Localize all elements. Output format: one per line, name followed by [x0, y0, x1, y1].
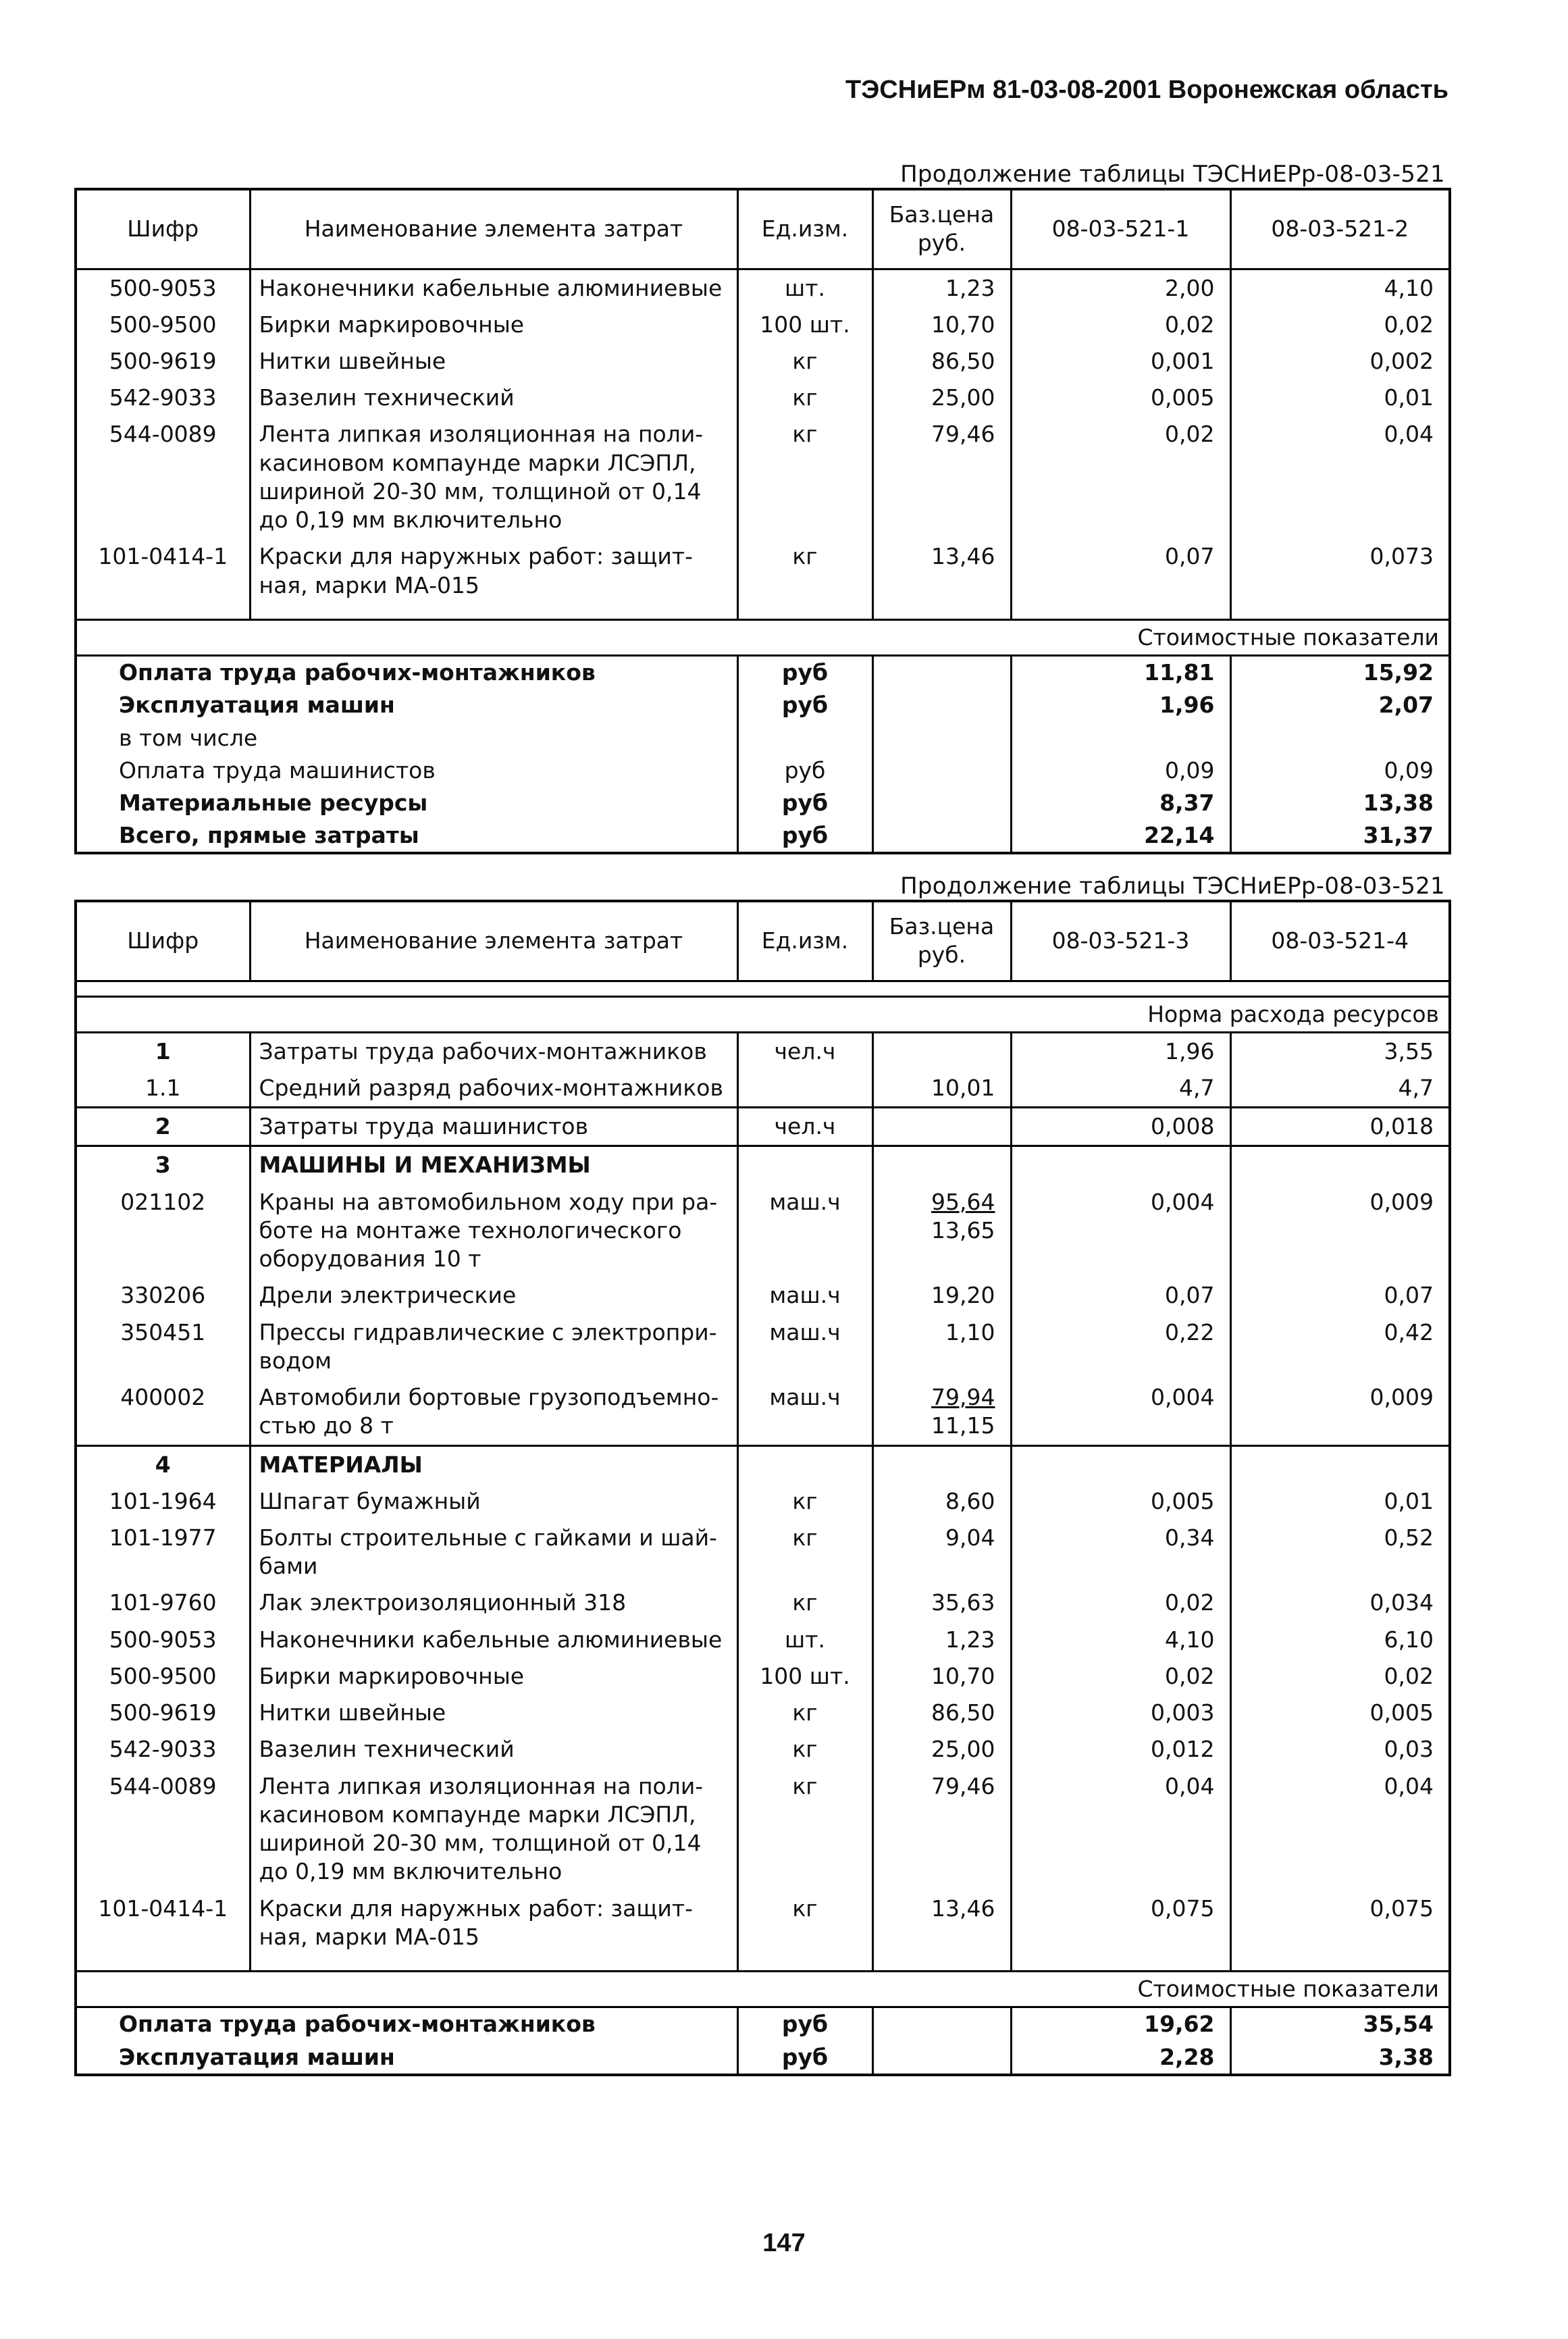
- row-code: 542-9033: [76, 1731, 250, 1768]
- price-value: 10,70: [931, 1662, 995, 1689]
- price-value: 95,64: [931, 1188, 995, 1215]
- row-value-a: 0,005: [1011, 1483, 1230, 1520]
- summary-unit: руб: [737, 656, 872, 690]
- table1-caption: Продолжение таблицы ТЭСНиЕРр-08-03-521: [900, 161, 1445, 188]
- price-value: 25,00: [931, 384, 995, 411]
- row-name: Средний разряд рабочих-монтажников: [250, 1070, 737, 1108]
- summary-row: [76, 819, 1450, 853]
- row-value-b: 0,02: [1230, 1658, 1450, 1695]
- row-value-b: 0,52: [1230, 1520, 1450, 1585]
- col-header-name: Наименование элемента затрат: [250, 189, 737, 269]
- price-value: 79,46: [931, 421, 995, 448]
- table-row: [76, 1695, 1450, 1731]
- col-header-b: 08-03-521-4: [1230, 901, 1450, 981]
- row-unit: [737, 1070, 872, 1108]
- summary-value-b: 2,07: [1230, 689, 1450, 721]
- spacer-cell: [250, 1955, 737, 1972]
- table-row: [76, 1379, 1450, 1445]
- row-value-b: 0,073: [1230, 538, 1450, 603]
- row-value-b: 0,005: [1230, 1695, 1450, 1731]
- row-value-a: [1011, 1445, 1230, 1483]
- summary-row: [76, 2007, 1450, 2041]
- row-name: Лак электроизоляционный 318: [250, 1585, 737, 1621]
- spacer-cell: [1011, 1955, 1230, 1972]
- row-name: Болты строительные с гайками и шай-бами: [250, 1520, 737, 1585]
- summary-value-b: [1230, 722, 1450, 754]
- row-price: [872, 416, 1011, 538]
- row-unit: маш.ч: [737, 1314, 872, 1379]
- row-name: Наконечники кабельные алюминиевые: [250, 269, 737, 307]
- row-value-a: 0,004: [1011, 1184, 1230, 1278]
- row-price: [872, 1108, 1011, 1146]
- row-price: [872, 1768, 1011, 1891]
- price-value: 25,00: [931, 1736, 995, 1763]
- col-header-unit: Ед.изм.: [737, 901, 872, 981]
- row-value-a: 4,10: [1011, 1622, 1230, 1658]
- row-code: 500-9053: [76, 269, 250, 307]
- price-value: 86,50: [931, 1699, 995, 1726]
- row-price: [872, 1070, 1011, 1108]
- row-value-a: 0,003: [1011, 1695, 1230, 1731]
- spacer-cell: [872, 1955, 1011, 1972]
- price-value: 79,46: [931, 1772, 995, 1799]
- row-name: Шпагат бумажный: [250, 1483, 737, 1520]
- row-value-a: 0,02: [1011, 1585, 1230, 1621]
- price-value: 1,23: [945, 1626, 995, 1653]
- row-unit: шт.: [737, 1622, 872, 1658]
- row-code: 101-1964: [76, 1483, 250, 1520]
- table-row: [76, 416, 1450, 538]
- row-value-b: 6,10: [1230, 1622, 1450, 1658]
- row-code: 1: [76, 1032, 250, 1070]
- norm-title: Норма расхода ресурсов: [76, 996, 1450, 1032]
- summary-label: Эксплуатация машин: [76, 2041, 737, 2075]
- summary-value-b: 35,54: [1230, 2007, 1450, 2041]
- table-row: [76, 1483, 1450, 1520]
- row-value-b: 0,018: [1230, 1108, 1450, 1146]
- row-value-a: 0,02: [1011, 1658, 1230, 1695]
- row-value-b: [1230, 1146, 1450, 1184]
- row-value-b: [1230, 1445, 1450, 1483]
- table-row: [76, 1768, 1450, 1891]
- row-code: 101-0414-1: [76, 538, 250, 603]
- row-unit: кг: [737, 380, 872, 416]
- row-value-a: 2,00: [1011, 269, 1230, 307]
- price-value: 9,04: [945, 1524, 995, 1551]
- row-code: 500-9500: [76, 307, 250, 343]
- row-name: Затраты труда машинистов: [250, 1108, 737, 1146]
- row-value-b: 0,075: [1230, 1891, 1450, 1955]
- row-price: [872, 1032, 1011, 1070]
- summary-label: Материальные ресурсы: [76, 787, 737, 819]
- summary-label: Всего, прямые затраты: [76, 819, 737, 853]
- row-value-a: 0,07: [1011, 538, 1230, 603]
- summary-value-b: 0,09: [1230, 754, 1450, 787]
- row-value-b: 0,42: [1230, 1314, 1450, 1379]
- summary-value-a: 0,09: [1011, 754, 1230, 787]
- row-unit: кг: [737, 416, 872, 538]
- row-name: Затраты труда рабочих-монтажников: [250, 1032, 737, 1070]
- row-price: [872, 1314, 1011, 1379]
- price-value: 79,94: [931, 1384, 995, 1411]
- row-code: 500-9619: [76, 1695, 250, 1731]
- row-value-a: 0,008: [1011, 1108, 1230, 1146]
- spacer-cell: [76, 604, 250, 620]
- summary-value-a: 22,14: [1011, 819, 1230, 853]
- table-row: [76, 1585, 1450, 1621]
- summary-row: [76, 689, 1450, 721]
- row-name: Нитки швейные: [250, 343, 737, 380]
- summary-row: [76, 787, 1450, 819]
- row-value-a: 0,34: [1011, 1520, 1230, 1585]
- row-unit: кг: [737, 1585, 872, 1621]
- row-price: [872, 1622, 1011, 1658]
- row-name: Бирки маркировочные: [250, 307, 737, 343]
- summary-value-b: 31,37: [1230, 819, 1450, 853]
- summary-value-b: 13,38: [1230, 787, 1450, 819]
- col-header-a: 08-03-521-3: [1011, 901, 1230, 981]
- table-row: [76, 1184, 1450, 1278]
- cost-indicators-title: Стоимостные показатели: [76, 1972, 1450, 2007]
- summary-price: [872, 722, 1011, 754]
- row-unit: маш.ч: [737, 1379, 872, 1445]
- spacer-cell: [76, 1955, 250, 1972]
- row-unit: чел.ч: [737, 1032, 872, 1070]
- table-row: [76, 1891, 1450, 1955]
- row-name: МАТЕРИАЛЫ: [250, 1445, 737, 1483]
- row-code: 2: [76, 1108, 250, 1146]
- summary-label: Эксплуатация машин: [76, 689, 737, 721]
- row-price: [872, 1184, 1011, 1278]
- price-value: 10,01: [931, 1074, 995, 1101]
- row-name: Краны на автомобильном ходу при ра-боте на монтаже технологического оборудования 10 т: [250, 1184, 737, 1278]
- summary-label: в том числе: [76, 722, 737, 754]
- row-name: Бирки маркировочные: [250, 1658, 737, 1695]
- price-value: 19,20: [931, 1282, 995, 1309]
- row-unit: 100 шт.: [737, 307, 872, 343]
- row-code: 350451: [76, 1314, 250, 1379]
- row-value-a: 0,04: [1011, 1768, 1230, 1891]
- row-name: Краски для наружных работ: защит-ная, марки МА-015: [250, 538, 737, 603]
- price-value-alt: 13,65: [931, 1216, 995, 1243]
- row-code: 542-9033: [76, 380, 250, 416]
- row-unit: кг: [737, 1695, 872, 1731]
- row-value-a: 0,075: [1011, 1891, 1230, 1955]
- row-price: [872, 1146, 1011, 1184]
- row-value-a: 1,96: [1011, 1032, 1230, 1070]
- row-value-b: 0,03: [1230, 1731, 1450, 1768]
- page-number: 147: [762, 2229, 806, 2257]
- row-unit: кг: [737, 538, 872, 603]
- spacer-cell: [76, 981, 1450, 996]
- table-row: [76, 1520, 1450, 1585]
- table-row: [76, 1277, 1450, 1314]
- row-code: 101-9760: [76, 1585, 250, 1621]
- cost-indicators-title: Стоимостные показатели: [76, 619, 1450, 655]
- row-unit: 100 шт.: [737, 1658, 872, 1695]
- row-unit: кг: [737, 343, 872, 380]
- price-value: 10,70: [931, 311, 995, 338]
- table-row: [76, 1622, 1450, 1658]
- summary-row: [76, 2041, 1450, 2075]
- row-value-a: 0,012: [1011, 1731, 1230, 1768]
- row-value-a: 0,22: [1011, 1314, 1230, 1379]
- summary-row: [76, 722, 1450, 754]
- col-header-code: Шифр: [76, 901, 250, 981]
- row-name: Прессы гидравлические с электропри-водом: [250, 1314, 737, 1379]
- summary-unit: руб: [737, 2007, 872, 2041]
- row-value-b: 0,04: [1230, 416, 1450, 538]
- price-value: 86,50: [931, 347, 995, 374]
- row-price: [872, 1731, 1011, 1768]
- summary-price: [872, 689, 1011, 721]
- row-code: 500-9500: [76, 1658, 250, 1695]
- table-row: [76, 1032, 1450, 1070]
- summary-price: [872, 819, 1011, 853]
- row-price: [872, 380, 1011, 416]
- summary-unit: руб: [737, 754, 872, 787]
- row-name: МАШИНЫ И МЕХАНИЗМЫ: [250, 1146, 737, 1184]
- row-code: 101-1977: [76, 1520, 250, 1585]
- summary-unit: [737, 722, 872, 754]
- row-value-a: 4,7: [1011, 1070, 1230, 1108]
- row-value-a: 0,02: [1011, 416, 1230, 538]
- row-code: 330206: [76, 1277, 250, 1314]
- col-header-b: 08-03-521-2: [1230, 189, 1450, 269]
- row-unit: кг: [737, 1731, 872, 1768]
- row-unit: кг: [737, 1768, 872, 1891]
- row-value-a: 0,004: [1011, 1379, 1230, 1445]
- row-value-a: 0,005: [1011, 380, 1230, 416]
- table-row: [76, 307, 1450, 343]
- table1: [74, 188, 1451, 854]
- row-price: [872, 1658, 1011, 1695]
- row-name: Вазелин технический: [250, 380, 737, 416]
- col-header-unit: Ед.изм.: [737, 189, 872, 269]
- price-value: 8,60: [945, 1487, 995, 1514]
- table-row: [76, 1070, 1450, 1108]
- row-unit: маш.ч: [737, 1277, 872, 1314]
- summary-value-a: 19,62: [1011, 2007, 1230, 2041]
- table-row: [76, 1658, 1450, 1695]
- spacer-cell: [737, 1955, 872, 1972]
- row-name: Автомобили бортовые грузоподъемно-стью до 8 т: [250, 1379, 737, 1445]
- price-value: 1,10: [945, 1318, 995, 1345]
- row-name: Лента липкая изоляционная на поли-касиновом компаунде марки ЛСЭПЛ, шириной 20-30 мм, толщиной от 0,14 до 0,19 мм включительно: [250, 416, 737, 538]
- col-header-price: Баз.цена руб.: [872, 189, 1011, 269]
- table-row: [76, 1108, 1450, 1146]
- row-price: [872, 1520, 1011, 1585]
- row-name: Нитки швейные: [250, 1695, 737, 1731]
- summary-price: [872, 656, 1011, 690]
- table-row: [76, 1314, 1450, 1379]
- row-unit: [737, 1445, 872, 1483]
- price-value: 13,46: [931, 1895, 995, 1922]
- row-code: 021102: [76, 1184, 250, 1278]
- row-value-b: 4,10: [1230, 269, 1450, 307]
- row-price: [872, 1379, 1011, 1445]
- spacer-cell: [737, 604, 872, 620]
- row-code: 544-0089: [76, 416, 250, 538]
- row-unit: [737, 1146, 872, 1184]
- row-price: [872, 1695, 1011, 1731]
- row-value-b: 0,009: [1230, 1184, 1450, 1278]
- spacer-cell: [250, 604, 737, 620]
- row-price: [872, 1483, 1011, 1520]
- row-value-b: 4,7: [1230, 1070, 1450, 1108]
- price-value: 13,46: [931, 543, 995, 570]
- row-value-a: 0,001: [1011, 343, 1230, 380]
- row-code: 1.1: [76, 1070, 250, 1108]
- summary-price: [872, 2007, 1011, 2041]
- row-unit: кг: [737, 1891, 872, 1955]
- row-price: [872, 1891, 1011, 1955]
- table-row: [76, 1146, 1450, 1184]
- row-value-b: 0,01: [1230, 1483, 1450, 1520]
- table2: [74, 900, 1451, 2076]
- table-row: [76, 538, 1450, 603]
- row-code: 101-0414-1: [76, 1891, 250, 1955]
- summary-value-b: 15,92: [1230, 656, 1450, 690]
- row-code: 400002: [76, 1379, 250, 1445]
- row-value-b: 3,55: [1230, 1032, 1450, 1070]
- row-value-a: 0,07: [1011, 1277, 1230, 1314]
- row-price: [872, 1445, 1011, 1483]
- row-value-b: 0,009: [1230, 1379, 1450, 1445]
- summary-price: [872, 2041, 1011, 2075]
- row-name: Вазелин технический: [250, 1731, 737, 1768]
- summary-unit: руб: [737, 689, 872, 721]
- row-unit: чел.ч: [737, 1108, 872, 1146]
- table-row: [76, 269, 1450, 307]
- table-row: [76, 1731, 1450, 1768]
- row-code: 544-0089: [76, 1768, 250, 1891]
- row-unit: маш.ч: [737, 1184, 872, 1278]
- row-price: [872, 1585, 1011, 1621]
- col-header-price: Баз.цена руб.: [872, 901, 1011, 981]
- price-value: 1,23: [945, 274, 995, 301]
- page-header: ТЭСНиЕРм 81-03-08-2001 Воронежская область: [845, 76, 1448, 104]
- row-unit: кг: [737, 1520, 872, 1585]
- row-unit: кг: [737, 1483, 872, 1520]
- price-value-alt: 11,15: [931, 1412, 995, 1439]
- table2-caption: Продолжение таблицы ТЭСНиЕРр-08-03-521: [900, 873, 1445, 900]
- row-code: 4: [76, 1445, 250, 1483]
- spacer-cell: [1011, 604, 1230, 620]
- row-price: [872, 343, 1011, 380]
- row-code: 500-9053: [76, 1622, 250, 1658]
- col-header-code: Шифр: [76, 189, 250, 269]
- summary-price: [872, 754, 1011, 787]
- summary-row: [76, 656, 1450, 690]
- table-row: [76, 343, 1450, 380]
- col-header-name: Наименование элемента затрат: [250, 901, 737, 981]
- summary-label: Оплата труда рабочих-монтажников: [76, 656, 737, 690]
- row-name: Краски для наружных работ: защит-ная, марки МА-015: [250, 1891, 737, 1955]
- summary-unit: руб: [737, 819, 872, 853]
- row-value-b: 0,034: [1230, 1585, 1450, 1621]
- row-value-b: 0,02: [1230, 307, 1450, 343]
- summary-row: [76, 754, 1450, 787]
- col-header-a: 08-03-521-1: [1011, 189, 1230, 269]
- table-row: [76, 380, 1450, 416]
- spacer-cell: [1230, 1955, 1450, 1972]
- row-price: [872, 1277, 1011, 1314]
- summary-value-b: 3,38: [1230, 2041, 1450, 2075]
- row-name: Лента липкая изоляционная на поли-касиновом компаунде марки ЛСЭПЛ, шириной 20-30 мм, толщиной от 0,14 до 0,19 мм включительно: [250, 1768, 737, 1891]
- summary-value-a: 8,37: [1011, 787, 1230, 819]
- summary-value-a: 2,28: [1011, 2041, 1230, 2075]
- row-name: Наконечники кабельные алюминиевые: [250, 1622, 737, 1658]
- summary-label: Оплата труда рабочих-монтажников: [76, 2007, 737, 2041]
- table-row: [76, 1445, 1450, 1483]
- spacer-cell: [1230, 604, 1450, 620]
- row-value-a: [1011, 1146, 1230, 1184]
- summary-value-a: 11,81: [1011, 656, 1230, 690]
- row-price: [872, 307, 1011, 343]
- row-value-b: 0,04: [1230, 1768, 1450, 1891]
- summary-value-a: [1011, 722, 1230, 754]
- summary-price: [872, 787, 1011, 819]
- price-value: 35,63: [931, 1589, 995, 1616]
- row-value-b: 0,002: [1230, 343, 1450, 380]
- row-price: [872, 538, 1011, 603]
- row-value-b: 0,07: [1230, 1277, 1450, 1314]
- row-value-b: 0,01: [1230, 380, 1450, 416]
- row-code: 500-9619: [76, 343, 250, 380]
- summary-unit: руб: [737, 787, 872, 819]
- summary-unit: руб: [737, 2041, 872, 2075]
- row-price: [872, 269, 1011, 307]
- summary-value-a: 1,96: [1011, 689, 1230, 721]
- row-value-a: 0,02: [1011, 307, 1230, 343]
- summary-label: Оплата труда машинистов: [76, 754, 737, 787]
- row-unit: шт.: [737, 269, 872, 307]
- row-name: Дрели электрические: [250, 1277, 737, 1314]
- row-code: 3: [76, 1146, 250, 1184]
- spacer-cell: [872, 604, 1011, 620]
